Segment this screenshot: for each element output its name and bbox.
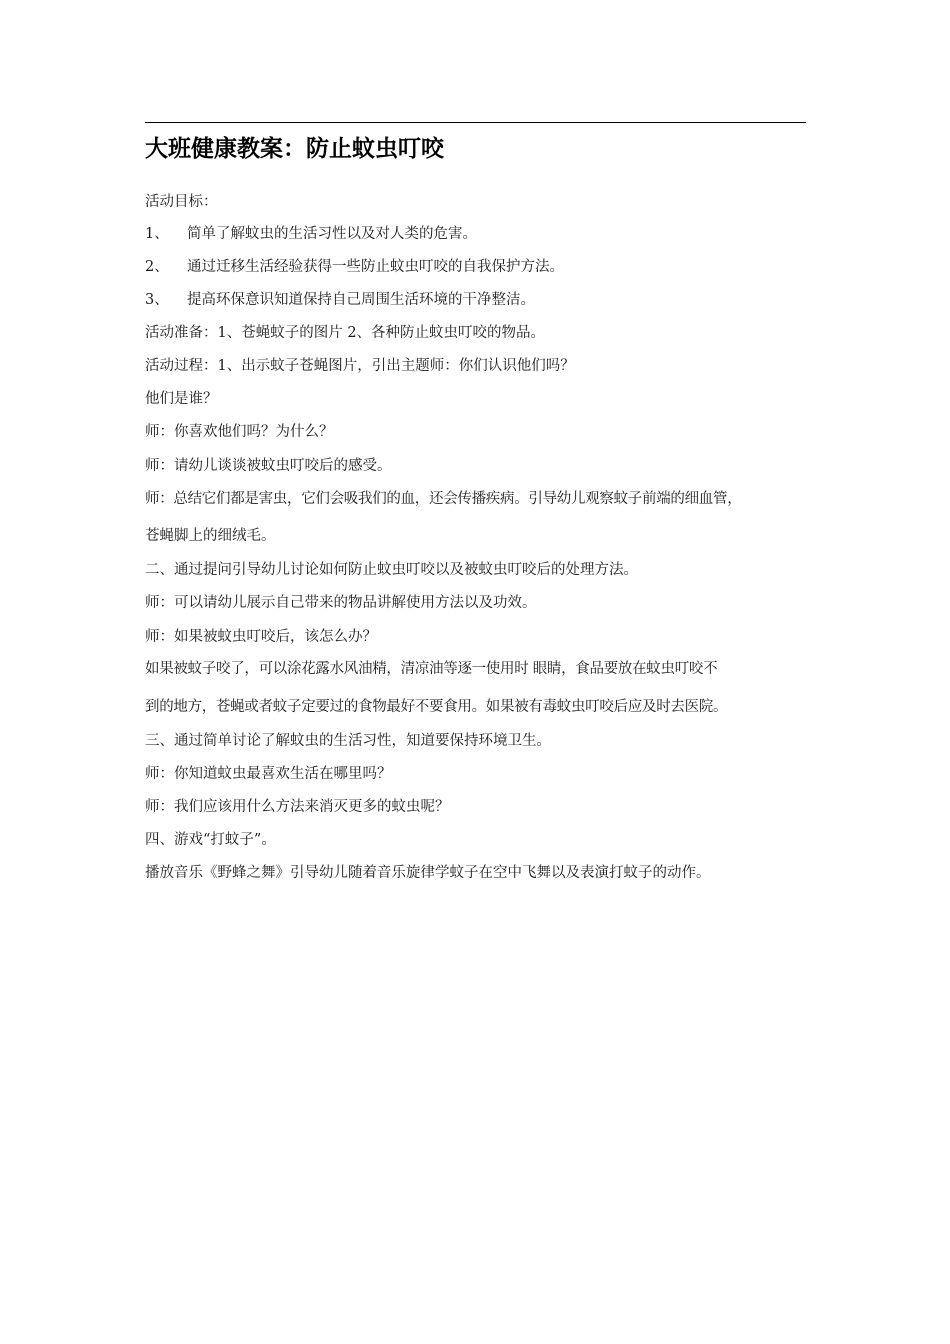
goal-item-number: 1、	[145, 226, 169, 242]
goal-item-number: 3、	[145, 292, 169, 308]
goal-item-number: 2、	[145, 259, 169, 275]
body-line: 师：如果被蚊虫叮咬后，该怎么办？	[145, 629, 377, 645]
body-line: 师：你知道蚊虫最喜欢生活在哪里吗？	[145, 766, 392, 782]
section-four-heading: 四、游戏“打蚊子”。	[145, 832, 276, 848]
body-line: 师：我们应该用什么方法来消灭更多的蚊虫呢？	[145, 799, 450, 815]
body-line: 播放音乐《野蜂之舞》引导幼儿随着音乐旋律学蚊子在空中飞舞以及表演打蚊子的动作。	[145, 865, 711, 881]
preparation-line: 活动准备：1、苍蝇蚊子的图片 2、各种防止蚊虫叮咬的物品。	[145, 325, 546, 341]
body-line: 师：可以请幼儿展示自己带来的物品讲解使用方法以及功效。	[145, 595, 537, 611]
body-line: 如果被蚊子咬了，可以涂花露水风油精，清凉油等逐一使用时 眼睛，食品要放在蚊虫叮咬不	[145, 661, 718, 677]
body-line: 他们是谁？	[145, 391, 218, 407]
body-line: 师：总结它们都是害虫，它们会吸我们的血，还会传播疾病。引导幼儿观察蚊子前端的细血管，	[145, 491, 742, 507]
body-line: 苍蝇脚上的细绒毛。	[145, 528, 276, 544]
goal-item-text: 提高环保意识知道保持自己周围生活环境的干净整洁。	[187, 292, 535, 308]
section-two-heading: 二、通过提问引导幼儿讨论如何防止蚊虫叮咬以及被蚊虫叮咬后的处理方法。	[145, 562, 638, 578]
body-line: 到的地方，苍蝇或者蚊子定要过的食物最好不要食用。如果被有毒蚊虫叮咬后应及时去医院。	[145, 699, 728, 715]
body-line: 师：你喜欢他们吗？为什么？	[145, 424, 334, 440]
header-rule	[145, 122, 806, 123]
goal-item-3	[145, 290, 535, 310]
body-line: 师：请幼儿谈谈被蚊虫叮咬后的感受。	[145, 458, 392, 474]
process-line: 活动过程：1、出示蚊子苍蝇图片，引出主题师：你们认识他们吗？	[145, 358, 575, 374]
section-three-heading: 三、通过简单讨论了解蚊虫的生活习性，知道要保持环境卫生。	[145, 733, 551, 749]
section-heading-goals: 活动目标：	[145, 194, 218, 210]
goal-item-1	[145, 224, 477, 244]
goal-item-text: 简单了解蚊虫的生活习性以及对人类的危害。	[187, 226, 477, 242]
goal-item-2	[145, 257, 564, 277]
goal-item-text: 通过迁移生活经验获得一些防止蚊虫叮咬的自我保护方法。	[187, 259, 564, 275]
document-title: 大班健康教案：防止蚊虫叮咬	[145, 136, 444, 162]
